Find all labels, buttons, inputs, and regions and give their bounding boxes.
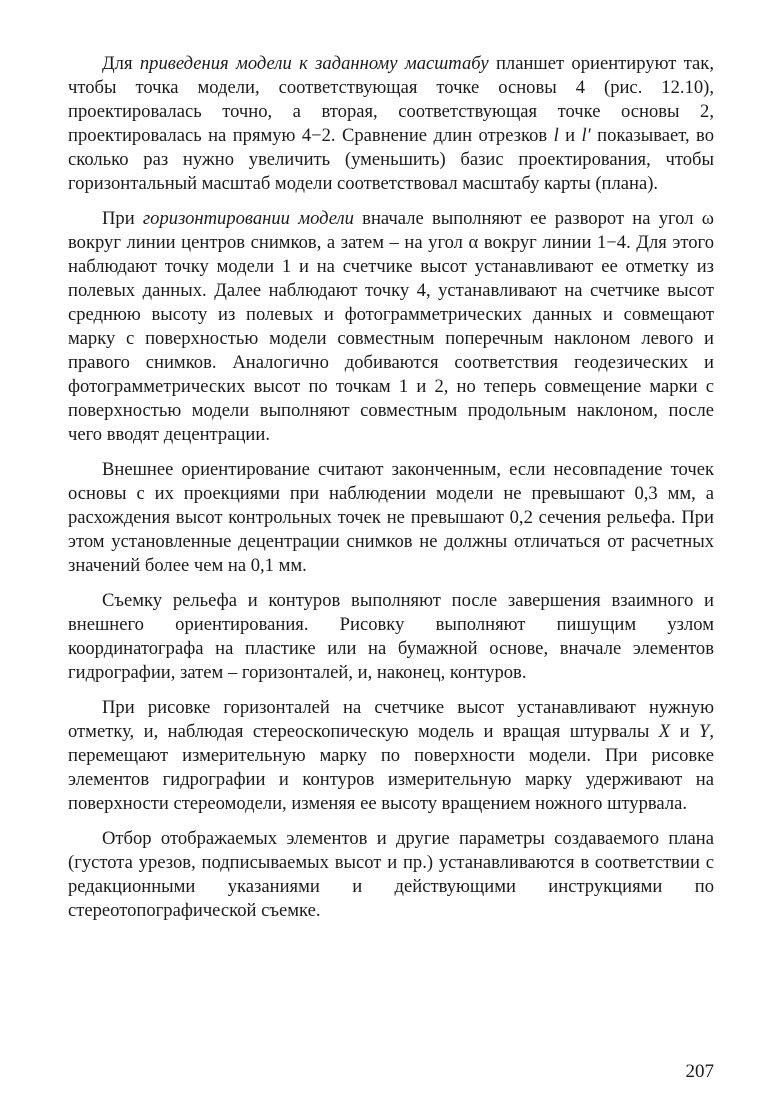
italic-term: l: [553, 125, 559, 146]
paragraph: [68, 458, 714, 578]
text-run: При рисовке горизонталей на счетчике высот устанавливают нужную отметку, и, наблюдая стереоскопическую модель и вращая штурвалы: [68, 697, 714, 742]
text-run: вначале выполняют ее разворот на угол ω вокруг линии центров снимков, а затем – на угол α вокруг линии 1−4. Для этого наблюдают точку модели 1 и на счетчике высот устанавливают ее отметку из полевых данных. Далее наблюдают точку 4, устанавливают на счетчике высот среднюю высоту из полевых и фотограмметрических данных и совмещают марку с поверхностью модели совместным поперечным наклоном левого и правого снимков. Аналогично добиваются соответствия геодезических и фотограмметрических высот по точкам 1 и 2, но теперь совмещение марки с поверхностью модели выполняют совместным продольным наклоном, после чего вводят децентрации.: [68, 208, 714, 445]
text-run: При: [102, 208, 143, 229]
paragraph: [68, 827, 714, 923]
page-number: 207: [685, 1061, 714, 1082]
paragraph: [68, 207, 714, 447]
text-run: планшет ориентируют так, чтобы точка модели, соответствующая точке основы 4 (рис. 12.10), проектировалась точно, а вторая, соответствующая точке основы 2, проектировалась на прямую 4−2. Сравнение длин отрезков: [68, 53, 714, 146]
text-run: Внешнее ориентирование считают законченным, если несовпадение точек основы с их проекциями при наблюдении модели не превышают 0,3 мм, а расхождения высот контрольных точек не превышают 0,2 сечения рельефа. При этом установленные децентрации снимков не должны отличаться от расчетных значений более чем на 0,1 мм.: [68, 459, 714, 576]
paragraph: [68, 52, 714, 196]
text-run: Для: [102, 53, 140, 74]
text-run: и: [670, 721, 700, 742]
text-run: и: [558, 125, 582, 146]
body-text: [68, 52, 714, 934]
text-run: показывает, во сколько раз нужно увеличить (уменьшить) базис проектирования, чтобы горизонтальный масштаб модели соответствовал масштабу карты (плана).: [68, 125, 714, 194]
paragraph: [68, 589, 714, 685]
italic-term: l′: [581, 125, 591, 146]
italic-term: горизонтировании модели: [142, 208, 354, 229]
text-run: Отбор отображаемых элементов и другие параметры создаваемого плана (густота урезов, подписываемых высот и пр.) устанавливаются в соответствии с редакционными указаниями и действующими инструкциями по стереотопографической съемке.: [68, 828, 714, 921]
text-run: , перемещают измерительную марку по поверхности модели. При рисовке элементов гидрографии и контуров измерительную марку удерживают на поверхности стереомодели, изменяя ее высоту вращением ножного штурвала.: [68, 721, 715, 814]
text-run: Съемку рельефа и контуров выполняют после завершения взаимного и внешнего ориентирования. Рисовку выполняют пишущим узлом координатографа на пластике или на бумажной основе, вначале элементов гидрографии, затем – горизонталей, и, наконец, контуров.: [68, 590, 714, 683]
italic-term: X: [658, 721, 671, 742]
italic-term: Y: [699, 721, 710, 742]
italic-term: приведения модели к заданному масштабу: [139, 53, 489, 74]
paragraph: [68, 696, 714, 816]
